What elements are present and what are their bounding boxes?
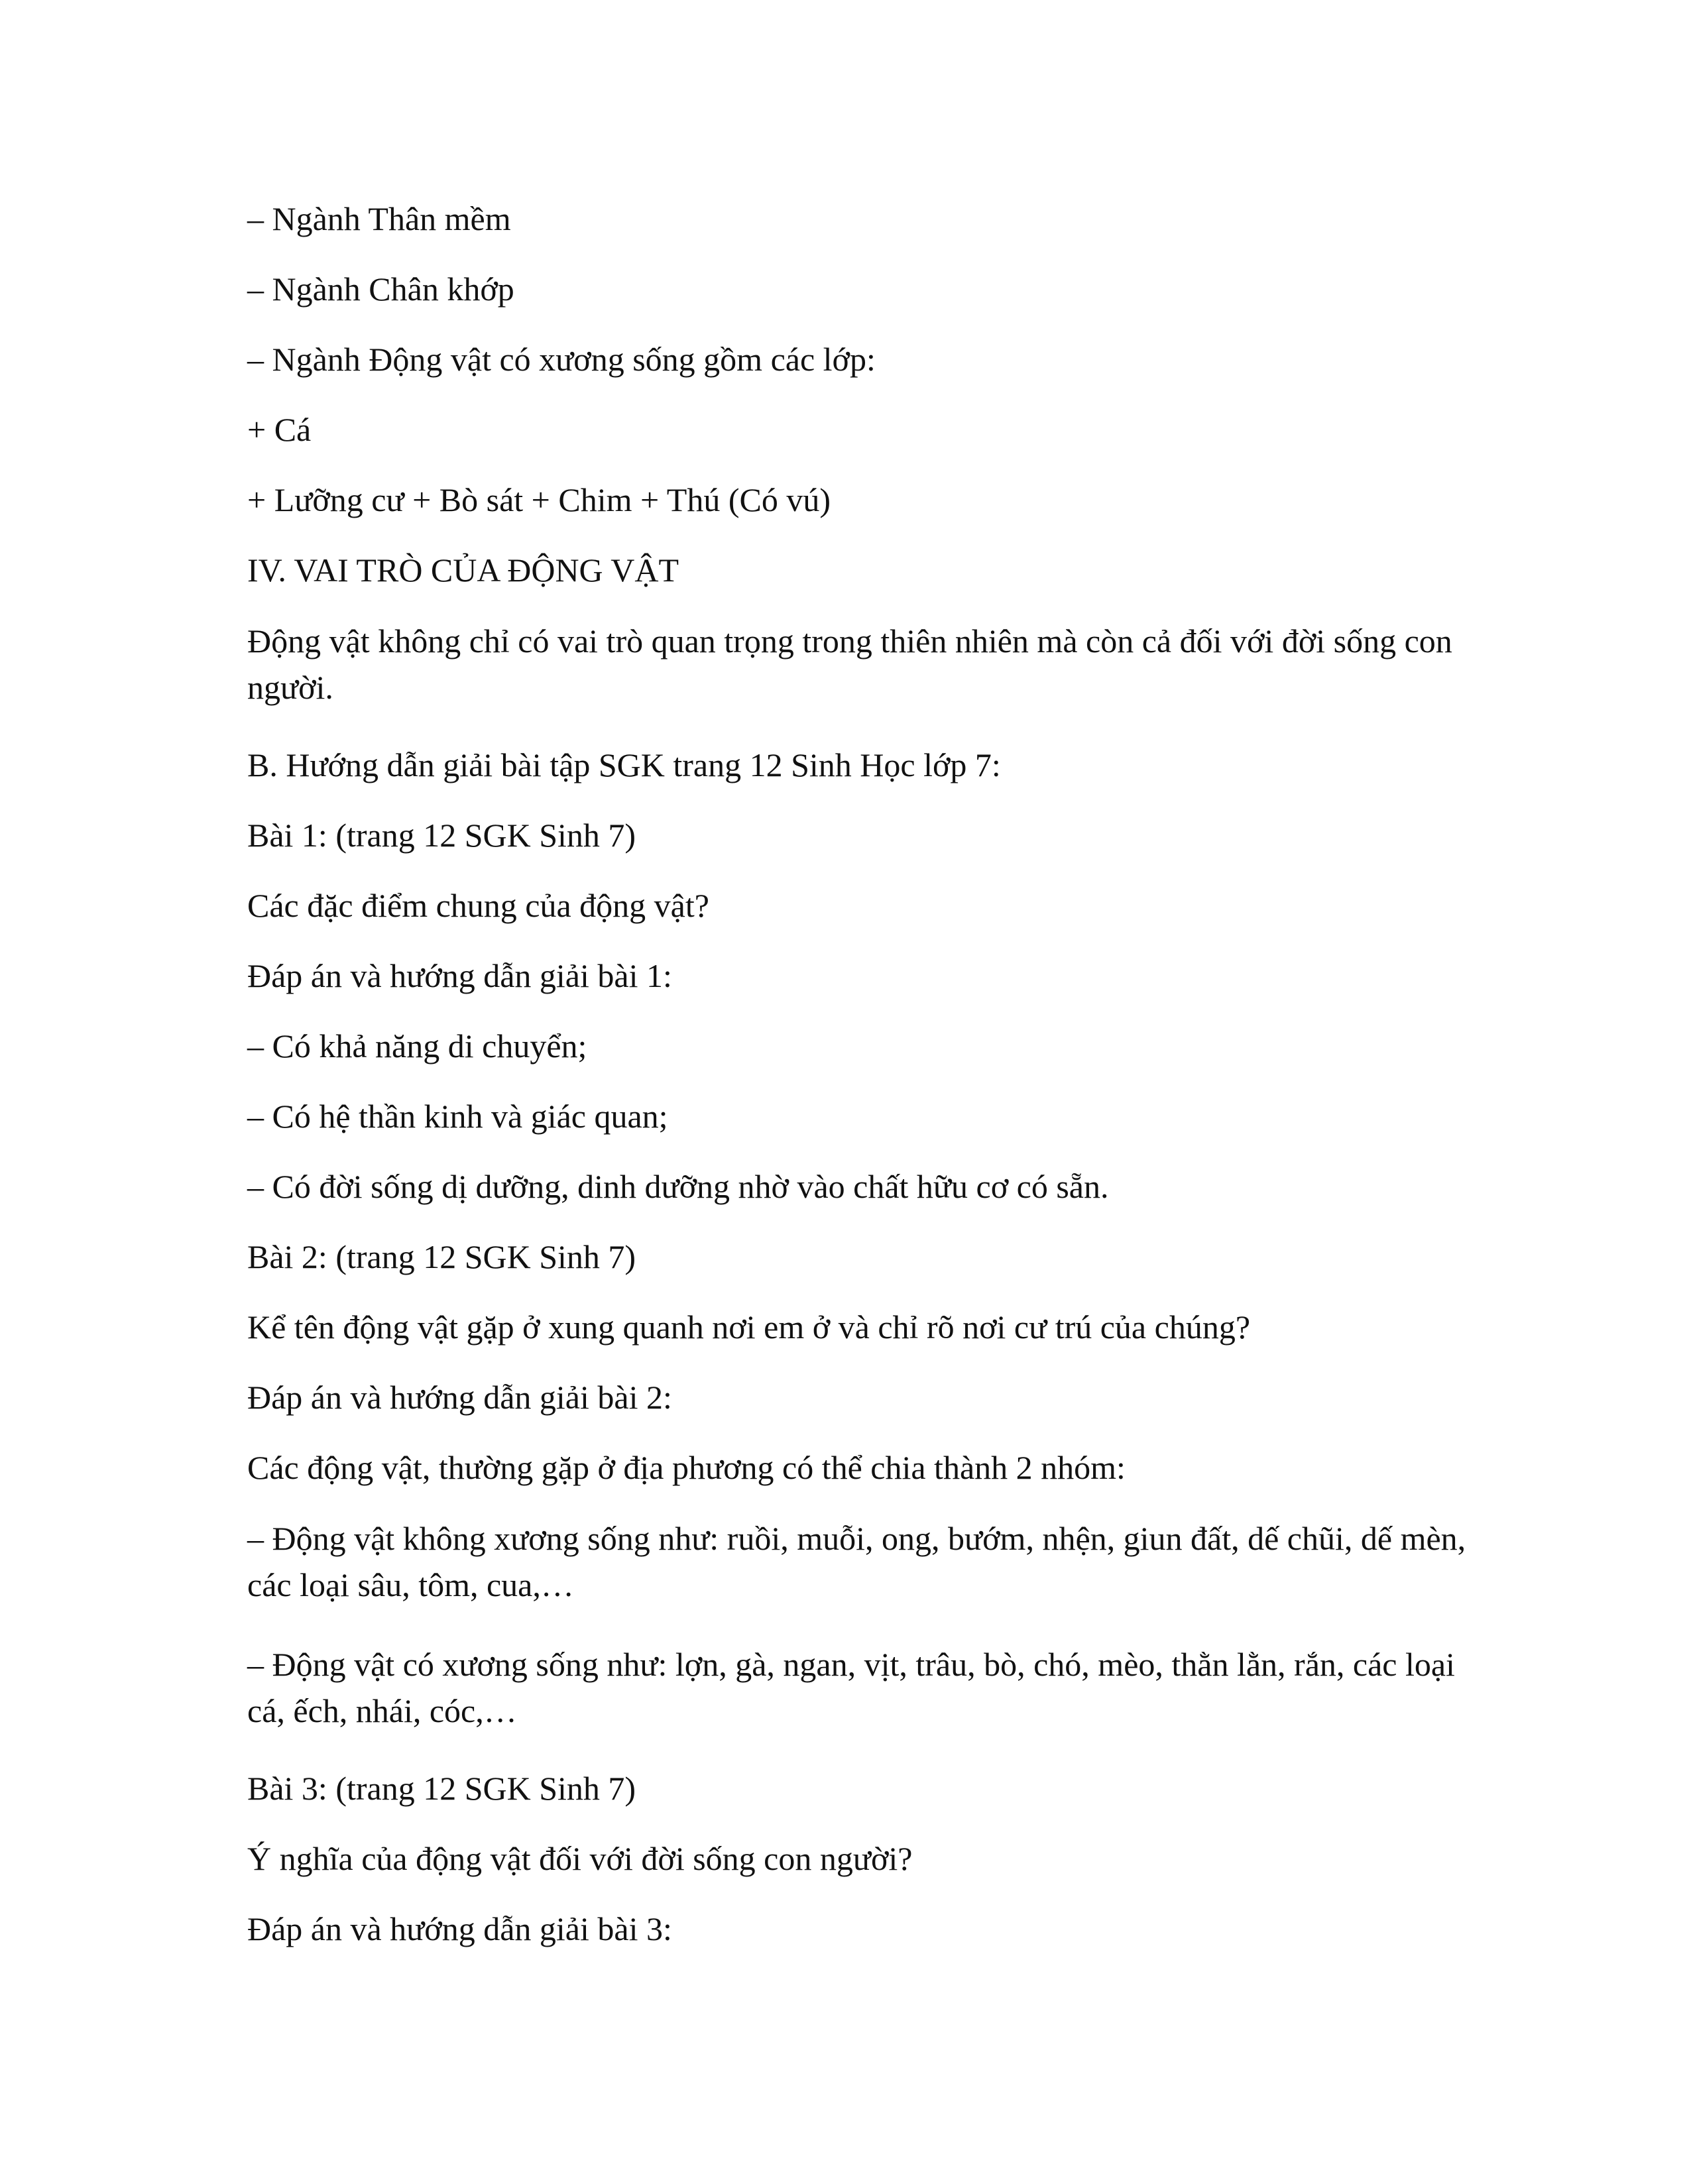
text-paragraph: Động vật không chỉ có vai trò quan trọng trong thiên nhiên mà còn cả đối với đời sống con người. xyxy=(247,622,1452,706)
text-paragraph: – Động vật không xương sống như: ruồi, muỗi, ong, bướm, nhện, giun đất, dế chũi, dế mèn, các loại sâu, tôm, cua,… xyxy=(247,1520,1466,1603)
answer-heading: Đáp án và hướng dẫn giải bài 1: xyxy=(247,957,672,994)
text-paragraph: – Động vật có xương sống như: lợn, gà, ngan, vịt, trâu, bò, chó, mèo, thằn lằn, rắn, các loại cá, ếch, nhái, cóc,… xyxy=(247,1646,1455,1729)
section-heading: B. Hướng dẫn giải bài tập SGK trang 12 Sinh Học lớp 7: xyxy=(247,746,1001,783)
text-line: – Ngành Động vật có xương sống gồm các lớp: xyxy=(247,341,876,378)
section-heading: IV. VAI TRÒ CỦA ĐỘNG VẬT xyxy=(247,551,679,589)
text-line: + Cá xyxy=(247,411,312,448)
text-line: + Lưỡng cư + Bò sát + Chim + Thú (Có vú) xyxy=(247,481,831,518)
text-line: – Có khả năng di chuyển; xyxy=(247,1027,587,1064)
text-line: Các động vật, thường gặp ở địa phương có thể chia thành 2 nhóm: xyxy=(247,1449,1126,1486)
text-line: – Có hệ thần kinh và giác quan; xyxy=(247,1098,668,1135)
text-line: – Ngành Chân khớp xyxy=(247,270,514,308)
text-line: – Ngành Thân mềm xyxy=(247,200,511,237)
text-line: – Có đời sống dị dưỡng, dinh dưỡng nhờ vào chất hữu cơ có sẵn. xyxy=(247,1168,1109,1205)
question-text: Các đặc điểm chung của động vật? xyxy=(247,887,709,924)
question-text: Ý nghĩa của động vật đối với đời sống con người? xyxy=(247,1840,913,1877)
answer-heading: Đáp án và hướng dẫn giải bài 3: xyxy=(247,1910,672,1947)
question-text: Kể tên động vật gặp ở xung quanh nơi em ở và chỉ rõ nơi cư trú của chúng? xyxy=(247,1308,1251,1346)
exercise-title: Bài 3: (trang 12 SGK Sinh 7) xyxy=(247,1770,636,1807)
exercise-title: Bài 2: (trang 12 SGK Sinh 7) xyxy=(247,1238,636,1275)
exercise-title: Bài 1: (trang 12 SGK Sinh 7) xyxy=(247,817,636,854)
answer-heading: Đáp án và hướng dẫn giải bài 2: xyxy=(247,1379,672,1416)
